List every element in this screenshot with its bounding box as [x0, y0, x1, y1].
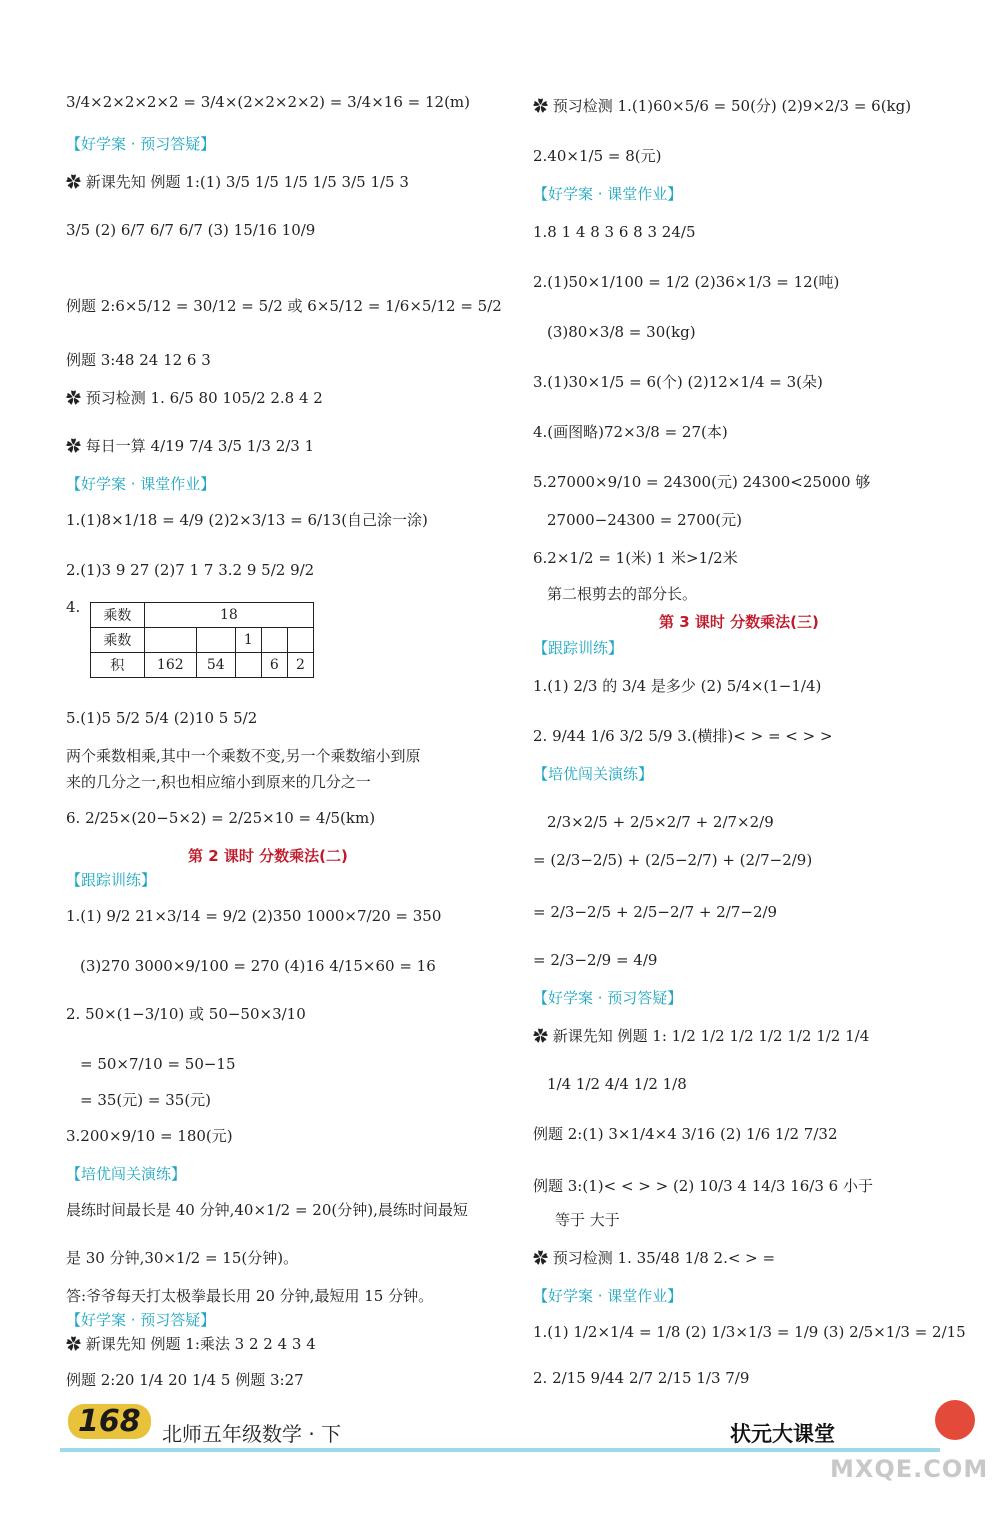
answer-line: 2. 2/15 9/44 2/7 2/15 1/3 7/9 — [533, 1369, 750, 1387]
answer-line: ✿ 每日一算 4/19 7/4 3/5 1/3 2/3 1 — [66, 437, 315, 455]
page-number: 168 — [68, 1404, 151, 1439]
answer-line: 1.8 1 4 8 3 6 8 3 24/5 — [533, 223, 696, 241]
footer-divider — [60, 1448, 940, 1452]
section-header: 【好学案 · 预习答疑】 — [66, 1311, 216, 1329]
answer-line: 是 30 分钟,30×1/2 = 15(分钟)。 — [66, 1249, 299, 1267]
answer-line: 第二根剪去的部分长。 — [547, 585, 698, 603]
table-cell — [196, 628, 235, 653]
section-header: 【好学案 · 预习答疑】 — [533, 989, 683, 1007]
table-cell: 2 — [287, 653, 313, 678]
section-header: 【跟踪训练】 — [66, 871, 157, 889]
answer-line: ✿ 新课先知 例题 1:(1) 3/5 1/5 1/5 1/5 3/5 1/5 3 — [66, 173, 409, 191]
answer-line: 例题 3:(1)< < > > (2) 10/3 4 14/3 16/3 6 小于 — [533, 1177, 873, 1195]
table-cell — [261, 628, 287, 653]
answer-line: 两个乘数相乘,其中一个乘数不变,另一个乘数缩小到原 — [66, 747, 421, 765]
section-header: 【跟踪训练】 — [533, 639, 624, 657]
answer-line: 2. 9/44 1/6 3/2 5/9 3.(横排)< > = < > > — [533, 727, 833, 745]
answer-line: 6. 2/25×(20−5×2) = 2/25×10 = 4/5(km) — [66, 809, 376, 827]
answer-line: 2.(1)3 9 27 (2)7 1 7 3.2 9 5/2 9/2 — [66, 561, 315, 579]
watermark: MXQE.COM — [830, 1455, 989, 1483]
answer-line: 晨练时间最长是 40 分钟,40×1/2 = 20(分钟),晨练时间最短 — [66, 1201, 468, 1219]
section-header: 【培优闯关演练】 — [533, 765, 654, 783]
answer-line: 例题 3:48 24 12 6 3 — [66, 351, 211, 369]
answer-line: 1.(1) 9/2 21×3/14 = 9/2 (2)350 1000×7/20 = 350 — [66, 907, 442, 925]
answer-line: 2.(1)50×1/100 = 1/2 (2)36×1/3 = 12(吨) — [533, 273, 840, 291]
answer-line: = 50×7/10 = 50−15 — [80, 1055, 236, 1073]
answer-line: (3)80×3/8 = 30(kg) — [547, 323, 696, 341]
answer-line: 3/5 (2) 6/7 6/7 6/7 (3) 15/16 10/9 — [66, 221, 316, 239]
table-cell: 乘数 — [91, 628, 145, 653]
answer-line: 例题 2:20 1/4 20 1/4 5 例题 3:27 — [66, 1371, 304, 1389]
table-row — [91, 603, 314, 628]
answer-line: = 2/3−2/9 = 4/9 — [533, 951, 658, 969]
answer-line: 1.(1) 2/3 的 3/4 是多少 (2) 5/4×(1−1/4) — [533, 677, 822, 695]
mascot-logo — [935, 1400, 975, 1440]
answer-line: 5.(1)5 5/2 5/4 (2)10 5 5/2 — [66, 709, 258, 727]
answer-line: 3.200×9/10 = 180(元) — [66, 1127, 233, 1145]
answer-line: = (2/3−2/5) + (2/5−2/7) + (2/7−2/9) — [533, 851, 813, 869]
table-cell: 54 — [196, 653, 235, 678]
table-cell: 18 — [144, 603, 313, 628]
lesson-title: 第 3 课时 分数乘法(三) — [659, 613, 819, 631]
table-cell — [287, 628, 313, 653]
section-header: 【培优闯关演练】 — [66, 1165, 187, 1183]
answer-line: 3/4×2×2×2×2 = 3/4×(2×2×2×2) = 3/4×16 = 12(m) — [66, 93, 471, 111]
answer-line: 6.2×1/2 = 1(米) 1 米>1/2米 — [533, 549, 738, 567]
answer-line: ✿ 预习检测 1.(1)60×5/6 = 50(分) (2)9×2/3 = 6(kg) — [533, 97, 912, 115]
answer-line: ✿ 新课先知 例题 1:乘法 3 2 2 4 3 4 — [66, 1335, 316, 1353]
table-cell: 1 — [235, 628, 261, 653]
answer-line: 2.40×1/5 = 8(元) — [533, 147, 662, 165]
section-header: 【好学案 · 预习答疑】 — [66, 135, 216, 153]
table-row — [91, 653, 314, 678]
answer-line: 答:爷爷每天打太极拳最长用 20 分钟,最短用 15 分钟。 — [66, 1287, 434, 1305]
table-cell: 6 — [261, 653, 287, 678]
book-title: 北师五年级数学 · 下 — [162, 1422, 342, 1446]
answer-line: ✿ 预习检测 1. 6/5 80 105/2 2.8 4 2 — [66, 389, 323, 407]
answer-line: 1/4 1/2 4/4 1/2 1/8 — [547, 1075, 687, 1093]
answer-line: 27000−24300 = 2700(元) — [547, 511, 742, 529]
answer-line: ✿ 新课先知 例题 1: 1/2 1/2 1/2 1/2 1/2 1/2 1/4 — [533, 1027, 870, 1045]
answer-line: 来的几分之一,积也相应缩小到原来的几分之一 — [66, 773, 371, 791]
section-header: 【好学案 · 课堂作业】 — [533, 185, 683, 203]
answer-line: = 2/3−2/5 + 2/5−2/7 + 2/7−2/9 — [533, 903, 778, 921]
answer-line: ✿ 预习检测 1. 35/48 1/8 2.< > = — [533, 1249, 776, 1267]
answer-line: 5.27000×9/10 = 24300(元) 24300<25000 够 — [533, 473, 871, 491]
answer-line: 4.(画图略)72×3/8 = 27(本) — [533, 423, 728, 441]
answer-line: 3.(1)30×1/5 = 6(个) (2)12×1/4 = 3(朵) — [533, 373, 823, 391]
answer-line: 2/3×2/5 + 2/5×2/7 + 2/7×2/9 — [547, 813, 774, 831]
table-cell — [235, 653, 261, 678]
answer-line: 2. 50×(1−3/10) 或 50−50×3/10 — [66, 1005, 306, 1023]
section-header: 【好学案 · 课堂作业】 — [533, 1287, 683, 1305]
lesson-title: 第 2 课时 分数乘法(二) — [188, 847, 348, 865]
section-header: 【好学案 · 课堂作业】 — [66, 475, 216, 493]
table-cell: 乘数 — [91, 603, 145, 628]
brand-name: 状元大课堂 — [730, 1422, 835, 1446]
answer-line: 例题 2:6×5/12 = 30/12 = 5/2 或 6×5/12 = 1/6×5/12 = 5/2 — [66, 297, 502, 315]
table-row — [91, 628, 314, 653]
answer-line: 1.(1)8×1/18 = 4/9 (2)2×3/13 = 6/13(自己涂一涂) — [66, 511, 428, 529]
answer-line: (3)270 3000×9/100 = 270 (4)16 4/15×60 = 16 — [80, 957, 436, 975]
table-cell: 162 — [144, 653, 196, 678]
answer-line: 1.(1) 1/2×1/4 = 1/8 (2) 1/3×1/3 = 1/9 (3) 2/5×1/3 = 2/15 — [533, 1323, 966, 1341]
answer-line: 等于 大于 — [555, 1211, 620, 1229]
answer-line: = 35(元) = 35(元) — [80, 1091, 212, 1109]
table-cell — [144, 628, 196, 653]
answer-line: 例题 2:(1) 3×1/4×4 3/16 (2) 1/6 1/2 7/32 — [533, 1125, 838, 1143]
table-label: 4. — [66, 598, 81, 616]
table-cell: 积 — [91, 653, 145, 678]
